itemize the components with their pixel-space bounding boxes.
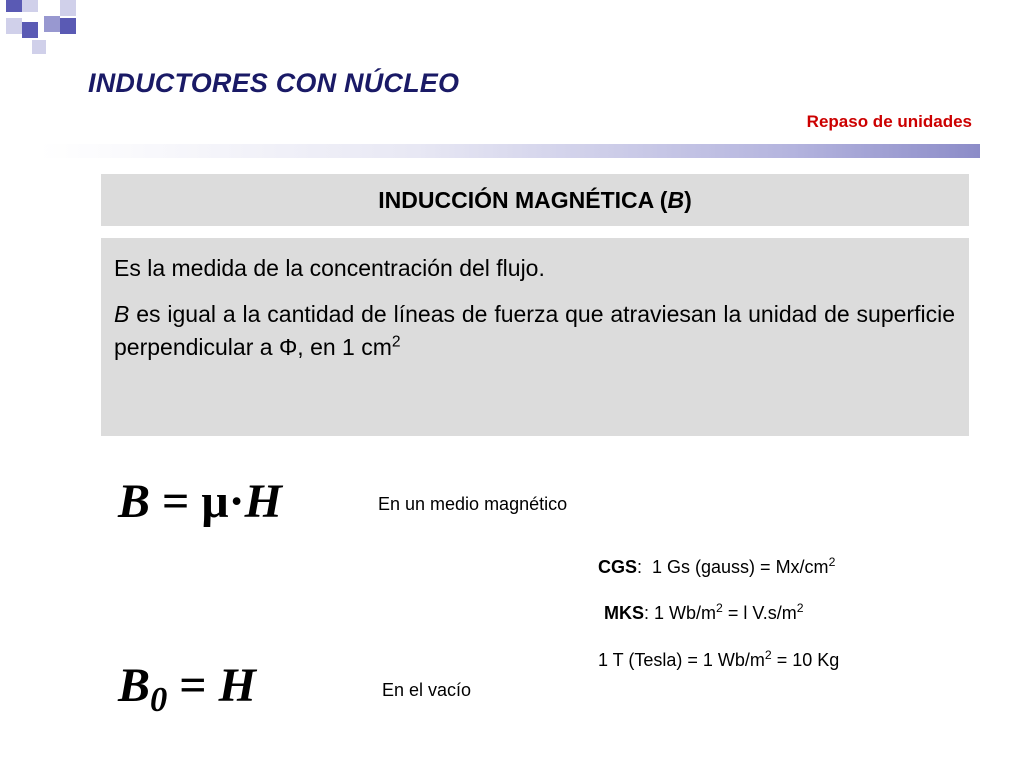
eq-lhs: B <box>118 475 151 528</box>
tesla-text: 1 T (Tesla) = 1 Wb/m <box>598 650 765 670</box>
deco-square <box>6 0 22 12</box>
exponent: 2 <box>716 601 723 615</box>
deco-square <box>60 18 76 34</box>
eq-rhs: H <box>218 659 256 712</box>
cgs-label: CGS <box>598 557 638 577</box>
deco-square <box>44 16 60 32</box>
deco-square <box>22 0 38 12</box>
cgs-text: : 1 Gs (gauss) = Mx/cm <box>637 557 829 577</box>
slide-subtitle: Repaso de unidades <box>806 112 972 131</box>
definition-paragraph-2 <box>114 298 955 364</box>
exponent: 2 <box>828 555 836 569</box>
heading-text: INDUCCIÓN MAGNÉTICA ( <box>378 186 668 213</box>
tesla-unit <box>598 650 839 671</box>
definition-paragraph-1: Es la medida de la concentración del flujo. <box>114 255 545 281</box>
mks-text: : 1 Wb/m <box>644 603 717 623</box>
heading-close: ) <box>684 186 692 213</box>
eq-rhs: H <box>244 475 282 528</box>
equation-b-mu-h <box>118 475 282 528</box>
eq-operator: = μ· <box>150 475 245 528</box>
equation-1-note: En un medio magnético <box>378 494 568 514</box>
eq-subscript: 0 <box>150 680 168 719</box>
cgs-unit <box>598 557 835 578</box>
slide-title: INDUCTORES CON NÚCLEO <box>88 68 460 98</box>
heading-symbol: B <box>667 186 685 213</box>
definition-box <box>101 238 969 436</box>
b-symbol: B <box>114 301 130 327</box>
section-heading <box>101 174 969 226</box>
exponent: 2 <box>391 333 401 351</box>
deco-square <box>32 40 46 54</box>
deco-square <box>6 18 22 34</box>
mks-label: MKS <box>604 603 644 623</box>
equation-b0-h <box>118 659 256 719</box>
eq-operator: = <box>167 659 219 712</box>
exponent: 2 <box>764 648 772 662</box>
tesla-text-2: = 10 Kg <box>771 650 840 670</box>
mks-text-2: = l V.s/m <box>722 603 797 623</box>
deco-square <box>60 0 76 16</box>
eq-lhs: B <box>118 659 151 712</box>
equation-2-note: En el vacío <box>382 680 472 700</box>
mks-unit <box>604 603 804 624</box>
deco-square <box>22 22 38 38</box>
exponent: 2 <box>796 601 804 615</box>
header-divider <box>40 144 980 158</box>
paragraph-2-text: es igual a la cantidad de líneas de fuerza que atraviesan la unidad de superficie perpendicular a Φ, en 1 cm <box>114 301 955 360</box>
